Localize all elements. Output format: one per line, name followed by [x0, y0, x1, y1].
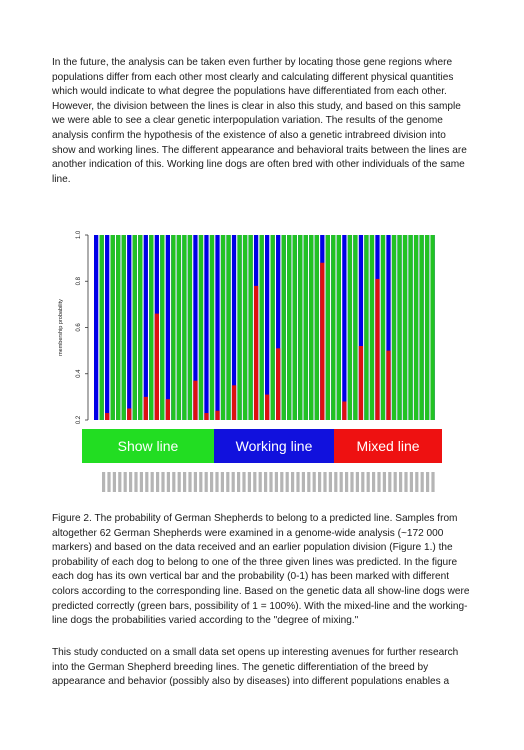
sample-label-mark	[145, 472, 148, 492]
bar-mixed	[232, 385, 236, 420]
bar-working	[94, 235, 98, 420]
bar-show	[182, 235, 186, 420]
bar-show	[226, 235, 230, 420]
bar-mixed	[204, 413, 208, 420]
sample-label-mark	[151, 472, 154, 492]
sample-label-mark	[399, 472, 402, 492]
sample-label-mark	[388, 472, 391, 492]
sample-label-mark	[367, 472, 370, 492]
bar-mixed	[375, 279, 379, 420]
y-tick-label: 0.6	[76, 323, 82, 332]
group-label: Mixed line	[356, 438, 420, 454]
body-paragraph-3: This study conducted on a small data set opens up interesting avenues for further research into the German Shepherd breeding lines. The genetic differentiation of the breed by appearance and behavior (possibly also by diseases) into different populations enables a	[52, 647, 459, 688]
bar-show	[171, 235, 175, 420]
sample-label-mark	[199, 472, 202, 492]
bar-show	[337, 235, 341, 420]
sample-label-mark	[242, 472, 245, 492]
bar-mixed	[144, 397, 148, 420]
sample-label-mark	[377, 472, 380, 492]
sample-label-mark	[421, 472, 424, 492]
sample-label-mark	[194, 472, 197, 492]
y-tick-label: 1.0	[76, 230, 82, 240]
y-tick-label: 0.8	[76, 277, 82, 286]
sample-label-mark	[248, 472, 251, 492]
y-tick-label: 0.2	[76, 415, 82, 425]
bar-mixed	[215, 411, 219, 420]
bar-show	[419, 235, 423, 420]
sample-label-mark	[383, 472, 386, 492]
sample-label-mark	[107, 472, 110, 492]
y-axis-title: membership probability	[58, 299, 64, 356]
bar-show	[243, 235, 247, 420]
bar-show	[353, 235, 357, 420]
bar-show	[116, 235, 120, 420]
sample-label-mark	[318, 472, 321, 492]
bar-show	[177, 235, 181, 420]
bar-show	[331, 235, 335, 420]
bar-show	[271, 235, 275, 420]
sample-label-mark	[345, 472, 348, 492]
bar-show	[149, 235, 153, 420]
sample-label-mark	[232, 472, 235, 492]
bar-show	[221, 235, 225, 420]
bar-mixed	[265, 395, 269, 420]
figure-caption: Figure 2. The probability of German Shepherds to belong to a predicted line. Samples from altogether 62 German Shepherds were examined in a genome-wide analysis (~172 000 markers) and based on the data received and an earlier population division (Figure 1.) the probability of each dog to belong to one of the three given lines was predicted. In the figure each dog has its own vertical bar and the probability (0-1) has been marked with different colors according to the corresponding line. Based on the genetic data all show-line dogs were predicted correctly (green bars, possibility of 1 = 100%). With the mixed-line and the working-line dogs the probabilities varied according to the "degree of mixing."	[52, 513, 470, 627]
group-label: Working line	[235, 438, 313, 454]
bar-show	[237, 235, 241, 420]
sample-label-mark	[124, 472, 127, 492]
bar-show	[403, 235, 407, 420]
bar-working	[166, 235, 170, 420]
bar-show	[287, 235, 291, 420]
bar-mixed	[105, 413, 109, 420]
bar-show	[309, 235, 313, 420]
bar-show	[304, 235, 308, 420]
bar-mixed	[254, 286, 258, 420]
sample-label-mark	[415, 472, 418, 492]
sample-label-mark	[426, 472, 429, 492]
bar-show	[282, 235, 286, 420]
bar-show	[315, 235, 319, 420]
sample-label-mark	[350, 472, 353, 492]
bar-show	[122, 235, 126, 420]
bar-working	[215, 235, 219, 420]
sample-label-mark	[280, 472, 283, 492]
sample-label-mark	[259, 472, 262, 492]
sample-label-mark	[102, 472, 105, 492]
bar-working	[127, 235, 131, 420]
bar-working	[342, 235, 346, 420]
bar-show	[348, 235, 352, 420]
bar-show	[160, 235, 164, 420]
bar-show	[293, 235, 297, 420]
sample-label-mark	[188, 472, 191, 492]
sample-label-mark	[340, 472, 343, 492]
bar-show	[259, 235, 263, 420]
sample-label-mark	[156, 472, 159, 492]
sample-label-mark	[178, 472, 181, 492]
sample-label-mark	[313, 472, 316, 492]
bar-show	[188, 235, 192, 420]
bar-working	[204, 235, 208, 420]
bar-show	[210, 235, 214, 420]
bar-mixed	[193, 381, 197, 420]
bar-show	[100, 235, 104, 420]
sample-label-mark	[167, 472, 170, 492]
sample-label-mark	[329, 472, 332, 492]
sample-label-mark	[183, 472, 186, 492]
bar-mixed	[127, 408, 131, 420]
sample-label-mark	[172, 472, 175, 492]
sample-label-mark	[210, 472, 213, 492]
bar-show	[138, 235, 142, 420]
sample-label-mark	[269, 472, 272, 492]
bar-working	[265, 235, 269, 420]
sample-label-mark	[372, 472, 375, 492]
bar-show	[370, 235, 374, 420]
sample-label-mark	[334, 472, 337, 492]
sample-label-mark	[237, 472, 240, 492]
bar-show	[397, 235, 401, 420]
sample-label-mark	[323, 472, 326, 492]
bar-show	[248, 235, 252, 420]
bar-show	[425, 235, 429, 420]
sample-label-mark	[404, 472, 407, 492]
sample-label-mark	[410, 472, 413, 492]
sample-label-mark	[129, 472, 132, 492]
bar-show	[392, 235, 396, 420]
sample-label-mark	[253, 472, 256, 492]
bar-mixed	[342, 402, 346, 421]
sample-label-mark	[431, 472, 434, 492]
sample-label-mark	[215, 472, 218, 492]
sample-label-mark	[307, 472, 310, 492]
bar-show	[199, 235, 203, 420]
bar-show	[381, 235, 385, 420]
sample-label-mark	[394, 472, 397, 492]
bar-mixed	[155, 314, 159, 420]
sample-label-mark	[302, 472, 305, 492]
bar-mixed	[359, 346, 363, 420]
bar-show	[133, 235, 137, 420]
sample-label-mark	[134, 472, 137, 492]
bar-show	[408, 235, 412, 420]
sample-label-mark	[205, 472, 208, 492]
bar-working	[144, 235, 148, 420]
sample-label-mark	[286, 472, 289, 492]
bar-show	[364, 235, 368, 420]
sample-label-mark	[275, 472, 278, 492]
bar-show	[298, 235, 302, 420]
sample-label-mark	[291, 472, 294, 492]
bar-mixed	[276, 348, 280, 420]
y-tick-label: 0.4	[76, 369, 82, 378]
bar-working	[105, 235, 109, 420]
bar-mixed	[166, 399, 170, 420]
membership-probability-figure	[52, 224, 452, 499]
body-paragraph-1: In the future, the analysis can be taken even further by locating those gene regions where populations differ from each other most clearly and calculating different physical quantities which would indicate to what degree the populations have differentiated from each other. However, the division between the lines is clear in also this study, and based on this sample we were able to see a clear genetic interpopulation variation. The results of the genome analysis confirm the hypothesis of the existence of also a genetic intrabreed division into show and working lines. The different appearance and behavioral traits between the lines are another indication of this. Working line dogs are often bred with other individuals of the same line.	[52, 57, 467, 185]
bar-show	[111, 235, 115, 420]
bar-mixed	[320, 263, 324, 420]
group-label: Show line	[117, 438, 179, 454]
sample-label-mark	[356, 472, 359, 492]
sample-label-mark	[161, 472, 164, 492]
sample-label-mark	[140, 472, 143, 492]
sample-label-mark	[118, 472, 121, 492]
sample-label-mark	[113, 472, 116, 492]
sample-label-mark	[264, 472, 267, 492]
sample-label-mark	[221, 472, 224, 492]
bar-mixed	[386, 351, 390, 420]
sample-label-mark	[296, 472, 299, 492]
bar-show	[326, 235, 330, 420]
sample-label-mark	[226, 472, 229, 492]
sample-label-mark	[361, 472, 364, 492]
bar-show	[430, 235, 434, 420]
bar-show	[414, 235, 418, 420]
